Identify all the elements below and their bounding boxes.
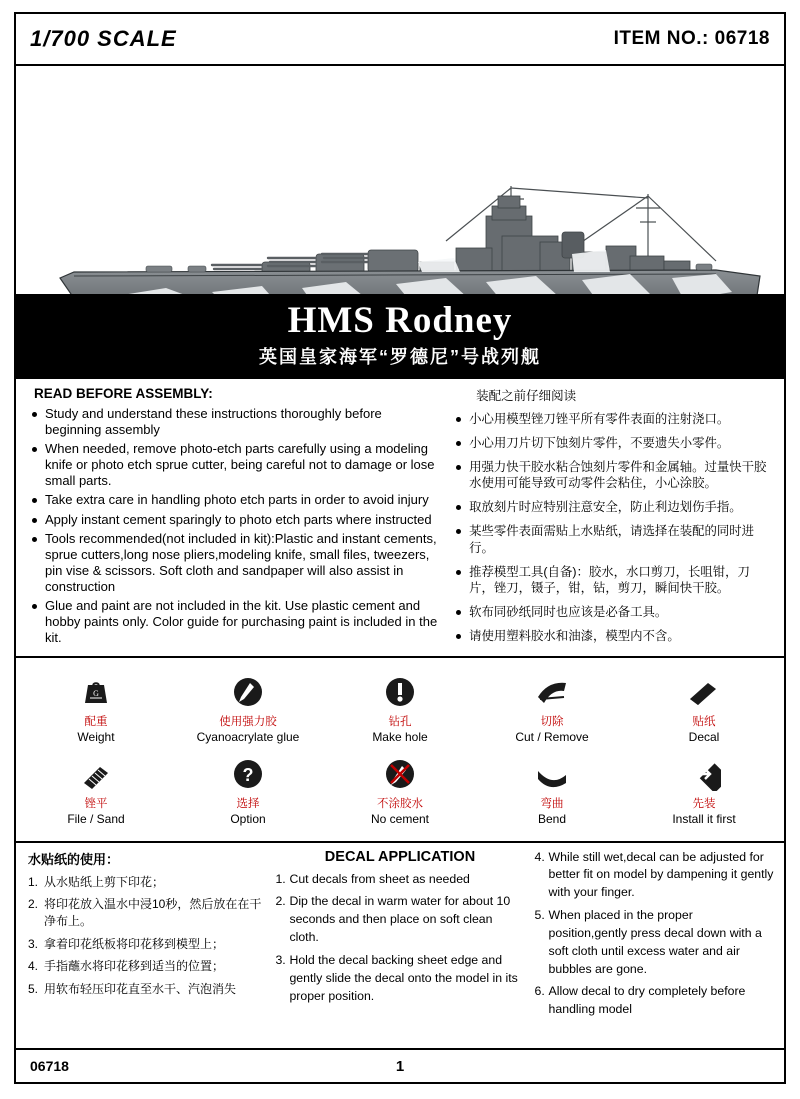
step-number: 4. [28, 959, 39, 974]
decal-steps-cn [28, 874, 263, 998]
page-title: HMS Rodney [287, 300, 513, 341]
step-text: When placed in the proper position,gently press decal down with a soft cloth until excess water and air bubbles are gone. [548, 908, 762, 976]
list-item [28, 896, 263, 931]
legend-label-en: Option [230, 812, 266, 827]
legend-item-cyanoacrylate-glue [172, 668, 324, 750]
list-item: Study and understand these instructions thoroughly before beginning assembly [30, 406, 438, 438]
legend-label-cn: 贴纸 [692, 716, 716, 729]
step-number: 1. [275, 871, 286, 886]
instructions-list-cn [454, 411, 772, 644]
list-item: Take extra care in handling photo etch parts in order to avoid injury [30, 492, 438, 508]
instructions-heading-cn: 装配之前仔细阅读 [476, 388, 577, 403]
legend-label-en: Cyanoacrylate glue [196, 730, 300, 745]
instructions-heading-en: READ BEFORE ASSEMBLY: [34, 385, 213, 401]
list-item: 某些零件表面需贴上水贴纸，请选择在装配的同时进行。 [454, 523, 772, 555]
step-text: Hold the decal backing sheet edge and gently slide the decal onto the model in its proper position. [289, 952, 518, 1003]
legend-item-file-sand [20, 750, 172, 832]
step-text: Dip the decal in warm water for about 10 seconds and then place on soft clean cloth. [289, 894, 511, 945]
legend-label-en: File / Sand [67, 812, 125, 827]
drill-icon [326, 672, 474, 712]
install-first-icon [630, 754, 778, 794]
list-item [275, 871, 524, 889]
list-item [275, 893, 524, 946]
legend-label-cn: 锉平 [84, 798, 108, 811]
legend-label-cn: 配重 [84, 716, 108, 729]
step-text: 从水贴纸上剪下印花； [44, 874, 165, 889]
step-text: 用软布轻压印花直至水干、汽泡消失 [44, 981, 237, 996]
step-number: 2. [28, 896, 39, 911]
cut-remove-icon [478, 672, 626, 712]
legend-item-install-first [628, 750, 780, 832]
list-item: Glue and paint are not included in the kit. Use plastic cement and hobby paints only. Color guide for purchasing paint is included in the kit. [30, 598, 438, 646]
list-item [28, 981, 263, 998]
read-before-assembly-section [16, 379, 784, 658]
item-number-label: ITEM NO.: 06718 [613, 28, 770, 49]
legend-label-cn: 使用强力胶 [219, 716, 277, 729]
step-text: Allow decal to dry completely before handling model [548, 984, 746, 1017]
list-item: When needed, remove photo-etch parts carefully using a modeling knife or photo etch sprue cutter, being careful not to damage or lose small parts. [30, 441, 438, 489]
list-item [535, 849, 774, 902]
list-item [28, 874, 263, 891]
step-text: 手指蘸水将印花移到适当的位置； [44, 959, 225, 974]
step-text: While still wet,decal can be adjusted for better fit on model by dampening it gently with your finger. [548, 849, 774, 900]
legend-label-cn: 先装 [692, 798, 716, 811]
decal-steps-en-2 [535, 849, 774, 1019]
decal-steps-en-1 [275, 871, 524, 1006]
decal-application-section [16, 843, 784, 1048]
ship-illustration [16, 66, 784, 296]
decal-icon [630, 672, 778, 712]
legend-item-weight [20, 668, 172, 750]
list-item: Apply instant cement sparingly to photo etch parts where instructed [30, 512, 438, 528]
decal-title-en: DECAL APPLICATION [324, 848, 476, 865]
decal-title-cn: 水贴纸的使用： [28, 851, 120, 867]
legend-label-en: Decal [688, 730, 720, 745]
symbol-legend-row-1 [20, 668, 780, 750]
legend-label-en: Make hole [372, 730, 428, 745]
legend-label-en: Cut / Remove [515, 730, 589, 745]
instructions-list-en [30, 406, 438, 647]
legend-label-en: Bend [537, 812, 567, 827]
symbol-legend [16, 658, 784, 842]
step-number: 1. [28, 874, 39, 889]
list-item [535, 983, 774, 1019]
legend-item-make-hole [324, 668, 476, 750]
footer-item-number: 06718 [30, 1058, 69, 1074]
step-text: 拿着印花纸板将印花移到模型上； [44, 936, 225, 951]
legend-label-cn: 选择 [236, 798, 260, 811]
list-item: 请使用塑料胶水和油漆，模型内不含。 [454, 628, 772, 644]
page-title-chinese: 英国皇家海军“罗德尼”号战列舰 [259, 346, 541, 367]
symbol-legend-row-2 [20, 750, 780, 832]
list-item [275, 952, 524, 1005]
list-item: 取放刻片时应特别注意安全，防止利边划伤手指。 [454, 499, 772, 515]
sheet-footer [16, 1048, 784, 1082]
legend-label-en: Weight [77, 730, 115, 745]
svg-text:G: G [93, 689, 99, 699]
list-item: 小心用模型锉刀锉平所有零件表面的注射浇口。 [454, 411, 772, 427]
decal-chinese-column [16, 849, 269, 1048]
step-number: 6. [534, 984, 545, 999]
legend-label-cn: 不涂胶水 [377, 798, 423, 811]
step-number: 2. [275, 894, 286, 909]
svg-text:?: ? [242, 765, 254, 786]
page-number: 1 [395, 1057, 405, 1075]
legend-label-en: No cement [370, 812, 430, 827]
list-item: 软布同砂纸同时也应该是必备工具。 [454, 604, 772, 620]
instructions-chinese-column [446, 386, 784, 652]
bend-icon [478, 754, 626, 794]
list-item: 用强力快干胶水粘合蚀刻片零件和金属轴。过量快干胶水使用可能导致可动零件会粘住，小心涂胶。 [454, 459, 772, 491]
title-bar [16, 296, 784, 379]
step-number: 5. [534, 908, 545, 923]
step-text: 将印花放入温水中浸10秒，然后放在在干净布上。 [44, 896, 262, 929]
legend-label-cn: 钻孔 [388, 716, 412, 729]
legend-item-decal [628, 668, 780, 750]
step-text: Cut decals from sheet as needed [289, 871, 470, 886]
scale-label: 1/700 SCALE [30, 26, 177, 51]
list-item: 小心用刀片切下蚀刻片零件，不要遗失小零件。 [454, 435, 772, 451]
list-item: 推荐模型工具(自备)：胶水，水口剪刀，长咀钳，刀片，锉刀，镊子，钳，钻，剪刀，瞬间快干胶。 [454, 564, 772, 596]
legend-label-cn: 弯曲 [540, 798, 564, 811]
weight-icon [22, 672, 170, 712]
step-number: 3. [28, 936, 39, 951]
instructions-english-column [16, 386, 446, 652]
step-number: 4. [534, 849, 545, 864]
list-item [535, 907, 774, 978]
legend-label-cn: 切除 [540, 716, 564, 729]
legend-label-en: Install it first [672, 812, 736, 827]
decal-english-column-2 [531, 849, 784, 1048]
legend-item-no-cement [324, 750, 476, 832]
step-number: 5. [28, 981, 39, 996]
instruction-sheet [14, 12, 786, 1084]
no-cement-icon [326, 754, 474, 794]
list-item [28, 936, 263, 953]
sheet-header [16, 14, 784, 66]
decal-english-column-1 [269, 849, 530, 1048]
list-item: Tools recommended(not included in kit):Plastic and instant cements, sprue cutters,long nose pliers,modeling knife, small files, tweezers, pin vise & scissors. Soft cloth and sandpaper will also assist in construction [30, 531, 438, 595]
file-sand-icon [22, 754, 170, 794]
ship-profile-drawing [16, 66, 784, 294]
legend-item-cut-remove [476, 668, 628, 750]
option-icon [174, 754, 322, 794]
legend-item-option [172, 750, 324, 832]
list-item [28, 958, 263, 975]
glue-bottle-icon [174, 672, 322, 712]
legend-item-bend [476, 750, 628, 832]
step-number: 3. [275, 952, 286, 967]
